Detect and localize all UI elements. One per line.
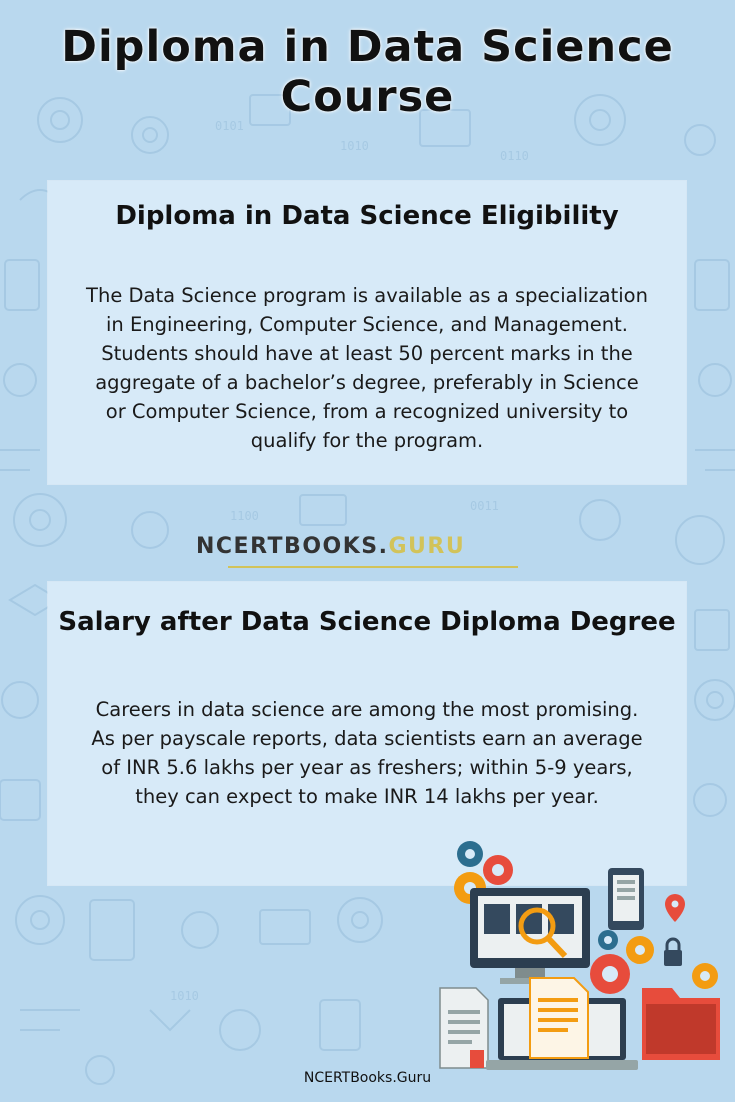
eligibility-line: Students should have at least 50 percent marks in the [101, 342, 633, 365]
svg-text:1010: 1010 [170, 989, 199, 1003]
gear-icon [457, 841, 483, 867]
salary-body [60, 695, 674, 811]
watermark-underline [228, 566, 518, 568]
gear-icon [626, 936, 654, 964]
data-science-illustration [430, 838, 735, 1074]
eligibility-line: or Computer Science, from a recognized university to [105, 400, 629, 423]
svg-text:1100: 1100 [230, 509, 259, 523]
document-icon [530, 978, 588, 1058]
folder-icon [642, 988, 720, 1060]
gear-icon [483, 855, 513, 885]
page-title: Diploma in Data Science Course [61, 22, 674, 122]
salary-heading: Salary after Data Science Diploma Degree [58, 607, 676, 637]
svg-text:0110: 0110 [500, 149, 529, 163]
salary-line: they can expect to make INR 14 lakhs per year. [135, 785, 599, 808]
gear-icon [692, 963, 718, 989]
monitor-icon [470, 888, 590, 984]
eligibility-line: qualify for the program. [250, 429, 484, 452]
svg-text:0101: 0101 [215, 119, 244, 133]
tablet-icon [608, 868, 644, 930]
watermark-part-1: NCERTBOOKS. [196, 534, 389, 559]
salary-line: Careers in data science are among the most promising. [95, 698, 639, 721]
svg-text:1010: 1010 [340, 139, 369, 153]
footer-credit: NCERTBooks.Guru [303, 1070, 432, 1086]
salary-line: As per payscale reports, data scientists earn an average [91, 727, 643, 750]
eligibility-line: in Engineering, Computer Science, and Management. [105, 313, 629, 336]
lock-icon [664, 939, 682, 966]
gear-icon [598, 930, 618, 950]
eligibility-card [48, 181, 686, 484]
eligibility-line: The Data Science program is available as a specialization [86, 284, 648, 307]
document-icon [440, 988, 488, 1068]
watermark-part-2: GURU [388, 534, 466, 559]
gear-icon [590, 954, 630, 994]
salary-line: of INR 5.6 lakhs per year as freshers; within 5-9 years, [101, 756, 633, 779]
eligibility-line: aggregate of a bachelor’s degree, preferably in Science [95, 371, 639, 394]
eligibility-heading: Diploma in Data Science Eligibility [115, 201, 619, 231]
location-pin-icon [665, 894, 685, 922]
svg-text:0011: 0011 [470, 499, 499, 513]
brand-watermark [196, 534, 538, 559]
eligibility-body [60, 281, 674, 455]
